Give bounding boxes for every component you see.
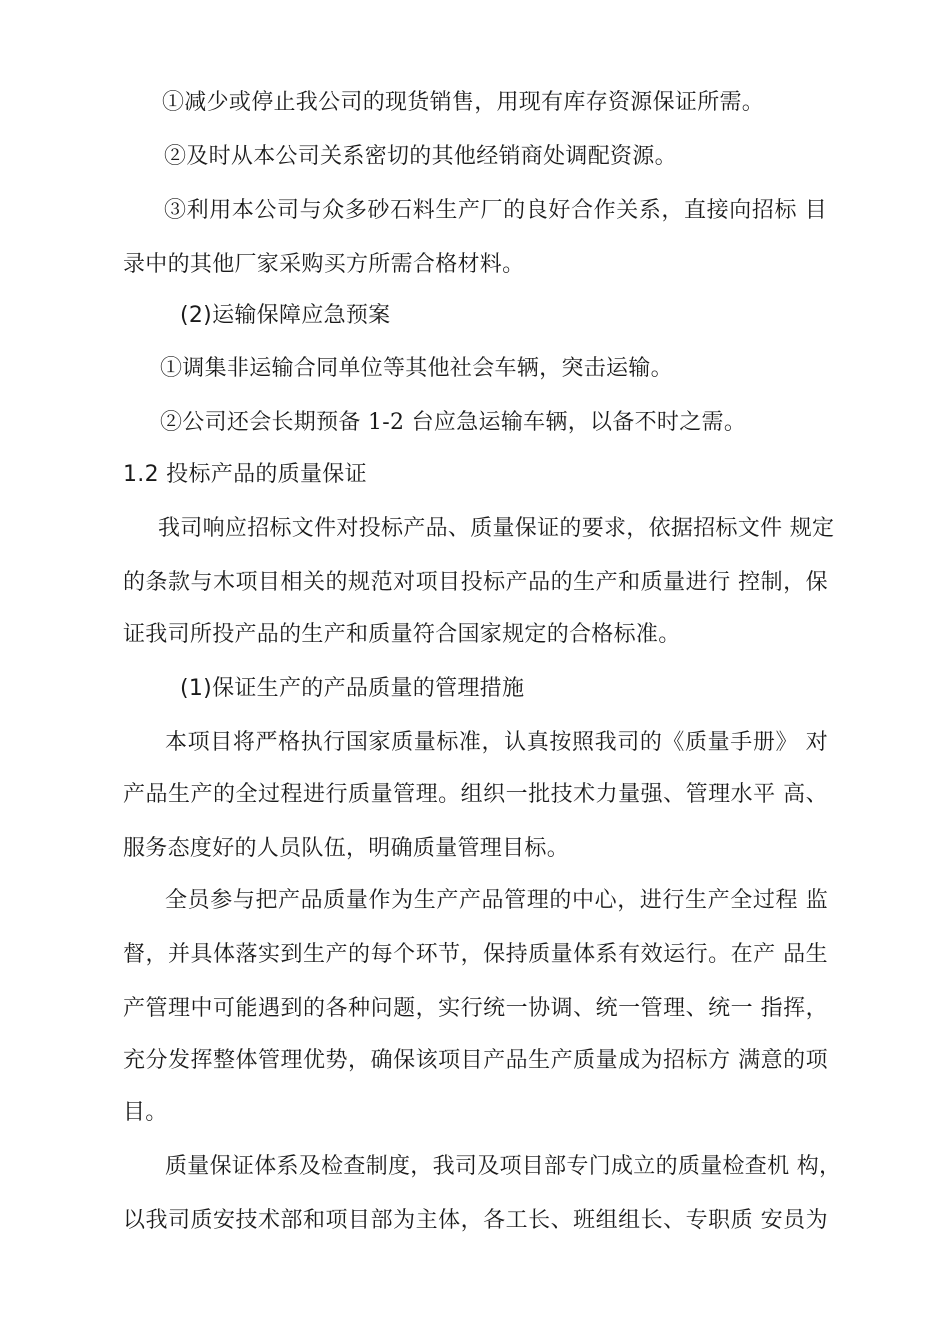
text-line: ①减少或停止我公司的现货销售，用现有库存资源保证所需。 [162, 90, 765, 115]
section-heading: 1.2 投标产品的质量保证 [123, 462, 367, 487]
text-line: 充分发挥整体管理优势，确保该项目产品生产质量成为招标方 满意的项 [123, 1048, 828, 1073]
text-line: 目。 [123, 1100, 168, 1125]
text-line: ③利用本公司与众多砂石料生产厂的良好合作关系，直接向招标 目 [164, 198, 827, 223]
text-line: 服务态度好的人员队伍，明确质量管理目标。 [123, 836, 570, 861]
text-line: 全员参与把产品质量作为生产产品管理的中心，进行生产全过程 监 [165, 888, 828, 913]
text-line: 产管理中可能遇到的各种问题，实行统一协调、统一管理、统一 指挥， [123, 996, 828, 1021]
text-line: 质量保证体系及检查制度，我司及项目部专门成立的质量检查机 构， [165, 1154, 842, 1179]
text-line: 的条款与木项目相关的规范对项目投标产品的生产和质量进行 控制，保 [123, 570, 828, 595]
text-line: 我司响应招标文件对投标产品、质量保证的要求，依据招标文件 规定 [158, 516, 835, 541]
text-line: 证我司所投产品的生产和质量符合国家规定的合格标准。 [123, 622, 681, 647]
text-line: ②公司还会长期预备 1-2 台应急运输车辆，以备不时之需。 [160, 410, 747, 435]
text-line: ②及时从本公司关系密切的其他经销商处调配资源。 [164, 144, 677, 169]
text-line: 产品生产的全过程进行质量管理。组织一批技术力量强、管理水平 高、 [123, 782, 828, 807]
text-line: 本项目将严格执行国家质量标准，认真按照我司的《质量手册》 对 [165, 730, 828, 755]
text-line: 以我司质安技术部和项目部为主体，各工长、班组组长、专职质 安员为 [123, 1208, 828, 1233]
text-line: ①调集非运输合同单位等其他社会车辆，突击运输。 [160, 356, 673, 381]
section-heading: (2)运输保障应急预案 [180, 303, 391, 328]
text-line: 督，并具体落实到生产的每个环节，保持质量体系有效运行。在产 品生 [123, 942, 828, 967]
section-heading: (1)保证生产的产品质量的管理措施 [180, 676, 525, 701]
text-line: 录中的其他厂家采购买方所需合格材料。 [123, 252, 525, 277]
